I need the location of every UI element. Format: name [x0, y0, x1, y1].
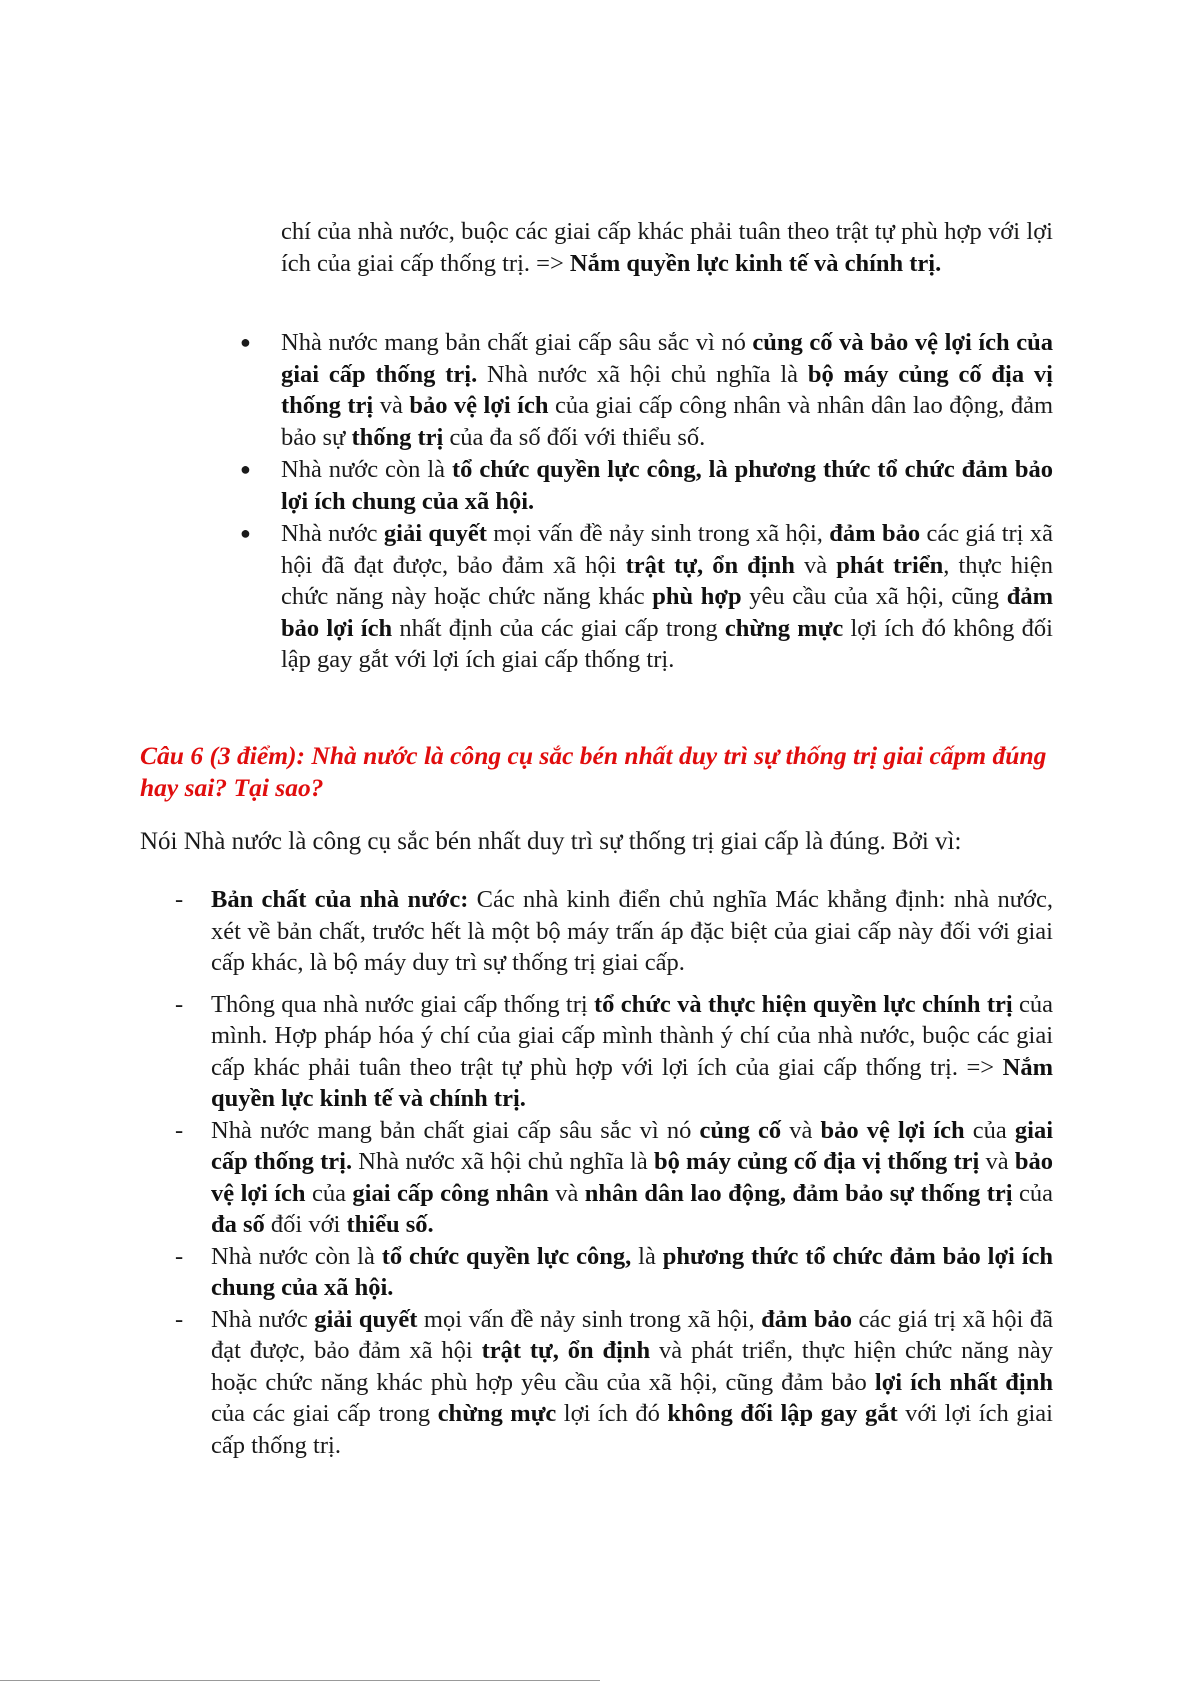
text-run: là	[631, 1242, 663, 1270]
text-run: nhất định của các giai cấp trong	[392, 614, 725, 642]
text-run: mọi vấn đề nảy sinh trong xã hội,	[417, 1305, 762, 1333]
bullet-item	[240, 518, 1053, 676]
bold-text: nhân dân lao động, đảm bảo sự thống trị	[584, 1179, 1013, 1207]
text-run: mọi vấn đề nảy sinh trong xã hội,	[486, 520, 830, 547]
bold-text: phương thức tổ chức đảm bảo lợi ích chung của xã hội.	[211, 1242, 1054, 1301]
bold-text: tổ chức và thực hiện quyền lực chính trị	[594, 990, 1013, 1018]
text-run: với lợi ích giai cấp thống trị.	[211, 1400, 1053, 1459]
text-run: lợi ích đó không đối lập gay gắt với lợi ích giai cấp thống trị.	[281, 614, 1053, 673]
text-run: và	[979, 1148, 1015, 1175]
text-run: Nhà nước còn là	[281, 456, 452, 483]
bullet-item	[240, 327, 1053, 453]
text-run: và	[781, 1116, 821, 1144]
bold-text: không đối lập gay gắt	[667, 1400, 898, 1427]
bold-text: thiểu số.	[346, 1211, 434, 1238]
dash-list	[175, 884, 1053, 1461]
continuation-paragraph	[281, 216, 1053, 279]
bold-text: Bản chất của nhà nước:	[211, 886, 469, 913]
bold-text: bảo vệ lợi ích	[820, 1116, 965, 1144]
text-run: yêu cầu của xã hội, cũng	[741, 583, 1007, 610]
text-run: của	[305, 1179, 353, 1207]
bold-text: củng cố	[699, 1116, 782, 1144]
bullet-list	[240, 327, 1053, 677]
text-run: và	[548, 1179, 585, 1207]
text-run: , thực hiện chức năng này hoặc chức năng khác	[281, 551, 1053, 610]
bold-text: đảm bảo	[761, 1305, 853, 1333]
text-run: của đa số đối với thiểu số.	[443, 423, 706, 451]
text-run: của	[1012, 1179, 1054, 1207]
text-run: của mình. Hợp pháp hóa ý chí của giai cấp mình thành ý chí của nhà nước, buộc các giai cấp khác phải tuân theo trật tự phù hợp với lợi ích của giai cấp thống trị. =>	[211, 990, 1054, 1081]
text-run: Thông qua nhà nước giai cấp thống trị	[211, 990, 594, 1018]
answer-intro: Nói Nhà nước là công cụ sắc bén nhất duy trì sự thống trị giai cấp là đúng. Bởi vì:	[140, 828, 962, 855]
dash-marker: -	[175, 1242, 184, 1270]
bold-text: lợi ích nhất định	[874, 1368, 1053, 1396]
text-run: Nhà nước mang bản chất giai cấp sâu sắc vì nó	[281, 329, 753, 356]
bullet-item	[240, 454, 1053, 517]
dash-item	[175, 1304, 1053, 1462]
bullet-dot: ●	[240, 459, 251, 479]
text-run: và	[794, 551, 837, 579]
text-run: Các nhà kinh điển chủ nghĩa Mác khẳng định: nhà nước, xét về bản chất, trước hết là một bộ máy trấn áp đặc biệt của giai cấp này đối với giai cấp khác, là bộ máy duy trì sự thống trị giai cấp.	[211, 886, 1053, 976]
text-run: Nhà nước	[281, 520, 384, 547]
text-run: Nhà nước	[211, 1305, 315, 1333]
dash-item	[175, 884, 1053, 979]
bullet-dot: ●	[240, 523, 251, 543]
bold-text: trật tự, ổn định	[625, 551, 795, 579]
bold-text: Nắm quyền lực kinh tế và chính trị.	[211, 1053, 1053, 1112]
bold-text: bảo vệ lợi ích	[211, 1148, 1053, 1207]
text-run: của các giai cấp trong	[211, 1400, 438, 1427]
text-run: các giá trị xã hội đã đạt được, bảo đảm xã hội	[281, 520, 1053, 579]
bullet-dot: ●	[240, 332, 251, 352]
bold-text: chừng mực	[724, 614, 844, 642]
text-run: Nhà nước còn là	[211, 1242, 382, 1270]
dash-marker: -	[175, 1116, 184, 1144]
bold-text: trật tự, ổn định	[481, 1337, 651, 1364]
bold-text: đa số	[211, 1211, 265, 1238]
text-run: Nhà nước xã hội chủ nghĩa là	[352, 1148, 654, 1175]
question-heading: Câu 6 (3 điểm): Nhà nước là công cụ sắc bén nhất duy trì sự thống trị giai cấpm đúng hay sai? Tại sao?	[140, 741, 1047, 802]
bold-text: bộ máy củng cố địa vị thống trị	[653, 1148, 980, 1175]
bold-text: tổ chức quyền lực công, là phương thức tổ chức đảm bảo lợi ích chung của xã hội.	[281, 456, 1053, 515]
text-run: và	[373, 392, 410, 419]
dash-marker: -	[175, 990, 184, 1018]
bold-text: giai cấp công nhân	[352, 1179, 549, 1207]
text-run: chí của nhà nước, buộc các giai cấp khác phải tuân theo trật tự phù hợp với lợi ích của giai cấp thống trị. =>	[281, 218, 1053, 277]
bold-text: bộ máy củng cố địa vị thống trị	[281, 360, 1053, 419]
bold-text: củng cố và bảo vệ lợi ích của giai cấp thống trị.	[281, 329, 1053, 388]
bold-text: giai cấp thống trị.	[211, 1116, 1054, 1175]
bold-text: thống trị	[351, 423, 444, 451]
dash-marker: -	[175, 886, 184, 913]
dash-marker: -	[175, 1305, 184, 1333]
text-run: Nhà nước xã hội chủ nghĩa là	[477, 360, 808, 388]
dash-item	[175, 989, 1053, 1115]
bold-text: bảo vệ lợi ích	[409, 392, 549, 419]
text-run: đối với	[264, 1211, 347, 1238]
text-run: Nhà nước mang bản chất giai cấp sâu sắc vì nó	[211, 1116, 700, 1144]
footer-rule	[0, 1680, 600, 1681]
bold-text: giải quyết	[383, 520, 487, 547]
bold-text: chừng mực	[437, 1400, 557, 1427]
bold-text: giải quyết	[314, 1305, 418, 1333]
bold-text: đảm bảo lợi ích	[281, 583, 1053, 642]
text-run: của	[964, 1116, 1015, 1144]
text-run: của giai cấp công nhân và nhân dân lao động, đảm bảo sự	[281, 392, 1054, 451]
text-run: lợi ích đó	[556, 1400, 668, 1427]
text-run: và phát triển, thực hiện chức năng này hoặc chức năng khác phù hợp yêu cầu của xã hội, cũng đảm bảo	[211, 1337, 1054, 1396]
bold-text: đảm bảo	[829, 520, 921, 547]
bold-text: phát triển	[836, 551, 944, 579]
bold-text: tổ chức quyền lực công,	[381, 1242, 632, 1270]
dash-item	[175, 1241, 1053, 1304]
bold-text: Nắm quyền lực kinh tế và chính trị.	[569, 249, 942, 277]
bold-text: phù hợp	[652, 583, 742, 610]
dash-item	[175, 1115, 1053, 1241]
text-run: các giá trị xã hội đã đạt được, bảo đảm xã hội	[211, 1305, 1053, 1364]
